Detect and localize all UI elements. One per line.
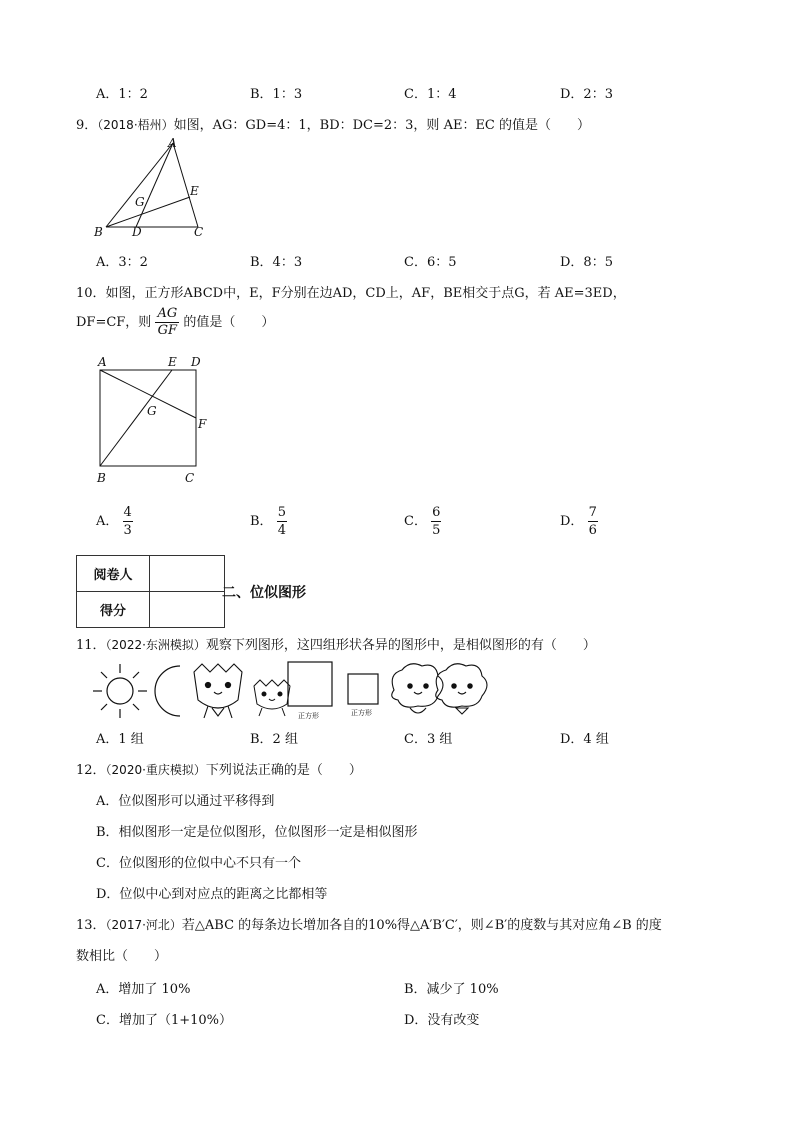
q10-frac-num: AG [157,306,178,321]
q11-option-a: A．1 组 [96,732,144,747]
q10-option-b: B． $\frac{5}{4}$ [250,505,286,538]
q11-caption-1: 正方形 [298,712,319,720]
q9-number: 9． [76,118,98,133]
q9-option-a: A．3：2 [96,255,148,270]
q11-option-b: B．2 组 [250,732,298,747]
q10-text2-prefix: DF=CF，则 [76,315,152,330]
question-10 [76,282,626,301]
q9-triangle-figure [88,135,218,243]
score-field[interactable] [150,592,225,628]
q11-option-c: C．3 组 [404,732,453,747]
q11-source: （2022·东洲模拟） [105,638,206,652]
q10-label-e: E [168,355,177,369]
q12-option-a: A．位似图形可以通过平移得到 [96,794,275,809]
question-12 [76,759,362,778]
q11-caption-2: 正方形 [351,709,372,717]
q9-label-d: D [132,225,142,239]
q11-text: 观察下列图形，这四组形状各异的图形中，是相似图形的有（ ） [205,638,596,653]
q10-option-d: D． $\frac{7}{6}$ [560,505,597,538]
q9-text: 如图，AG：GD=4：1，BD：DC=2：3，则 AE：EC 的值是（ ） [173,118,591,133]
q9-label-e: E [190,184,199,198]
grader-table [76,555,225,628]
q10-frac-den: GF [157,323,178,338]
question-9 [76,114,590,133]
q10-option-d-fraction: $\frac{7}{6}$ [588,505,597,538]
q9-label-g: G [135,195,145,209]
q9-option-c: C．6：5 [404,255,457,270]
q13-option-a: A．增加了 10% [96,982,191,997]
cartoon-face-small-icon [254,680,290,716]
reviewer-field[interactable] [150,556,225,592]
q9-option-d: D．8：5 [560,255,613,270]
q13-source: （2017·河北） [105,918,182,932]
q13-number: 13． [76,918,106,933]
q11-figures [92,660,502,722]
q8-option-c: C．1：4 [404,87,457,102]
q10-label-g: G [147,404,157,418]
q9-option-b: B．4：3 [250,255,303,270]
q10-text: 如图，正方形ABCD中，E，F分别在边AD，CD上，AF，BE相交于点G，若 AE=3ED， [105,286,626,301]
q11-number: 11． [76,638,106,653]
q10-option-a: A． $\frac{4}{3}$ [96,505,132,538]
q10-label-b: B [97,471,106,485]
crescent-moon-icon [155,666,180,716]
q10-option-a-fraction: $\frac{4}{3}$ [123,505,132,538]
q12-option-c: C．位似图形的位似中心不只有一个 [96,856,301,871]
sun-icon [93,664,147,718]
q12-option-b: B．相似图形一定是位似图形，位似图形一定是相似图形 [96,825,418,840]
question-13 [76,914,662,933]
score-label: 得分 [77,592,150,628]
q11-option-d: D．4 组 [560,732,609,747]
q8-option-b: B．1：3 [250,87,303,102]
q8-option-a: A．1：2 [96,87,148,102]
cloud-face-left-icon [392,664,443,713]
square-small-icon [348,674,378,717]
q12-option-d: D．位似中心到对应点的距离之比都相等 [96,887,328,902]
q10-label-d: D [191,355,201,369]
section-title: 二、位似图形 [222,585,306,601]
q10-label-a: A [98,355,107,369]
q8-option-d: D．2：3 [560,87,613,102]
q10-number: 10． [76,286,106,301]
q13-option-b: B．减少了 10% [404,982,499,997]
q10-option-c-fraction: $\frac{6}{5}$ [432,505,441,538]
q13-option-d: D．没有改变 [404,1013,480,1028]
cartoon-face-large-icon [194,664,242,718]
q12-number: 12． [76,763,106,778]
question-11 [76,634,596,653]
question-10-line2 [76,306,274,339]
q10-label-f: F [198,417,207,431]
q13-text: 若△ABC 的每条边长增加各自的10%得△A′B′C′，则∠B′的度数与其对应角∠B 的度 [181,918,662,933]
q9-label-c: C [194,225,204,239]
q10-option-c: C． $\frac{6}{5}$ [404,505,441,538]
q12-source: （2020·重庆模拟） [105,763,206,777]
q10-text2-suffix: 的值是（ ） [183,315,275,330]
cloud-face-right-icon [436,664,487,714]
square-large-icon [288,662,332,720]
q9-label-b: B [94,225,103,239]
reviewer-label: 阅卷人 [77,556,150,592]
q10-fraction-ag-gf [155,306,179,339]
q10-option-b-fraction: $\frac{5}{4}$ [277,505,286,538]
q10-square-figure [88,352,218,490]
q13-option-c: C．增加了（1+10%） [96,1013,233,1028]
q12-text: 下列说法正确的是（ ） [205,763,362,778]
q9-source: （2018·梧州） [97,118,174,132]
q13-text-line2: 数相比（ ） [76,949,168,964]
q10-label-c: C [185,471,195,485]
q9-label-a: A [168,136,177,150]
